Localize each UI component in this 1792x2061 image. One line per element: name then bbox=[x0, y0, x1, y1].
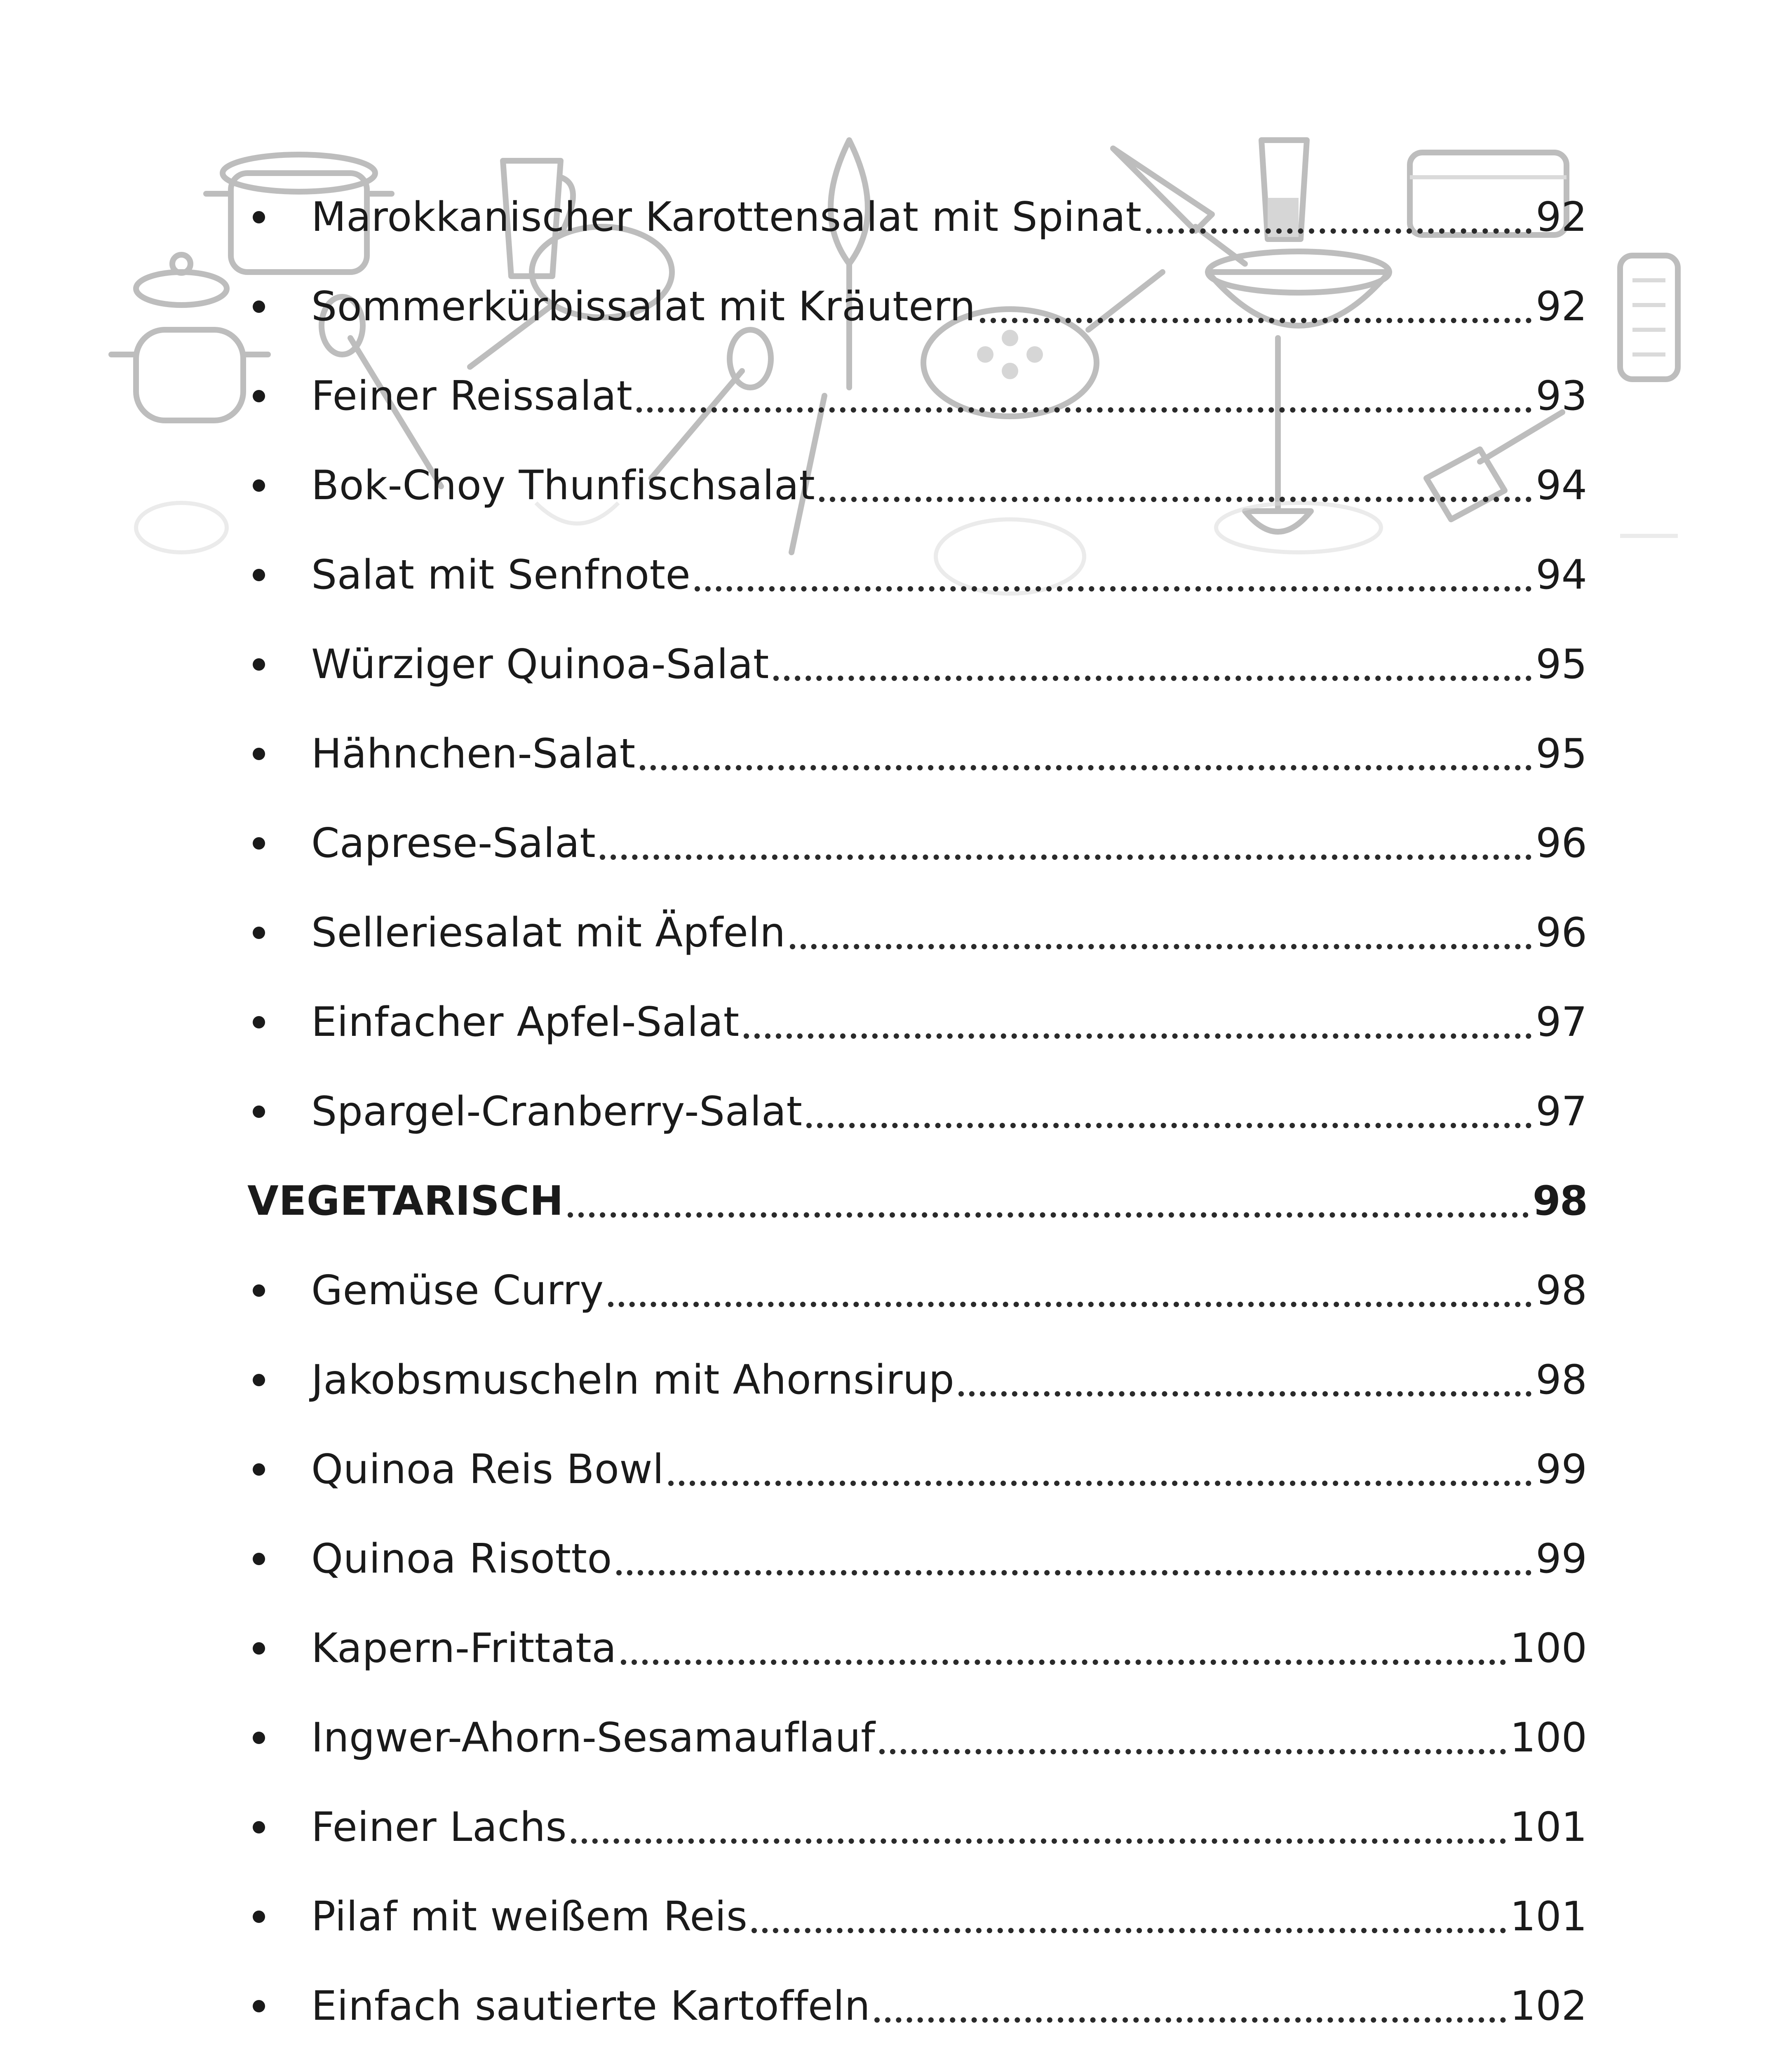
toc-entry-title: Bok-Choy Thunfischsalat bbox=[311, 462, 815, 509]
toc-entry-title: Pilaf mit weißem Reis bbox=[311, 1893, 748, 1940]
dot-leader bbox=[636, 407, 1531, 413]
toc-page-number: 98 bbox=[1536, 1267, 1587, 1314]
toc-entry[interactable] bbox=[247, 1961, 1587, 2051]
bullet-icon bbox=[253, 1821, 265, 1833]
toc-entry[interactable] bbox=[247, 441, 1587, 530]
bullet-icon bbox=[253, 1911, 265, 1923]
bullet-icon bbox=[253, 658, 265, 671]
toc-entry[interactable] bbox=[247, 1872, 1587, 1961]
toc-page-number: 97 bbox=[1536, 998, 1587, 1046]
dot-leader bbox=[744, 1033, 1532, 1039]
bullet-icon bbox=[253, 1374, 265, 1386]
bullet-icon bbox=[253, 1642, 265, 1655]
lidded-pot-icon bbox=[111, 255, 268, 420]
dot-leader bbox=[608, 1302, 1532, 1307]
bullet-icon bbox=[253, 2000, 265, 2012]
bullet-icon bbox=[253, 927, 265, 939]
dot-leader bbox=[752, 1928, 1505, 1933]
toc-entry-title: Einfach sautierte Kartoffeln bbox=[311, 1982, 871, 2030]
toc-page-number: 94 bbox=[1536, 551, 1587, 599]
toc-entry[interactable] bbox=[247, 1693, 1587, 1782]
dot-leader bbox=[1146, 228, 1532, 234]
toc-entry[interactable] bbox=[247, 1067, 1587, 1156]
dot-leader bbox=[621, 1660, 1506, 1665]
toc-entry-title: Hähnchen-Salat bbox=[311, 730, 636, 777]
toc-page-number: 100 bbox=[1510, 1624, 1587, 1672]
toc-page-number: 96 bbox=[1536, 819, 1587, 867]
toc-entry-title: Einfacher Apfel-Salat bbox=[311, 998, 740, 1046]
toc-entry-title: Quinoa Reis Bowl bbox=[311, 1446, 664, 1493]
toc-page-number: 93 bbox=[1536, 372, 1587, 420]
dot-leader bbox=[790, 944, 1532, 949]
toc-page-number: 99 bbox=[1536, 1535, 1587, 1582]
bullet-icon bbox=[253, 1284, 265, 1297]
toc-entry-title: Caprese-Salat bbox=[311, 819, 596, 867]
toc-entry-title: Feiner Lachs bbox=[311, 1803, 567, 1851]
toc-entry[interactable] bbox=[247, 1425, 1587, 1514]
toc-entry[interactable] bbox=[247, 351, 1587, 441]
toc-page-number: 101 bbox=[1510, 1803, 1587, 1851]
toc-entry-title: Spargel-Cranberry-Salat bbox=[311, 1088, 803, 1135]
table-of-contents bbox=[247, 172, 1587, 2061]
bullet-icon bbox=[253, 1106, 265, 1118]
bullet-icon bbox=[253, 1463, 265, 1476]
dot-leader bbox=[874, 2017, 1506, 2023]
toc-entry[interactable] bbox=[247, 1514, 1587, 1603]
bullet-icon bbox=[253, 300, 265, 313]
toc-entry-title: Würziger Quinoa-Salat bbox=[311, 641, 769, 688]
toc-page-number: 95 bbox=[1536, 641, 1587, 688]
dot-leader bbox=[568, 1212, 1528, 1218]
toc-page-number: 96 bbox=[1536, 909, 1587, 956]
toc-entry[interactable] bbox=[247, 888, 1587, 977]
toc-page-number: 92 bbox=[1536, 283, 1587, 330]
toc-page-number: 92 bbox=[1536, 193, 1587, 241]
toc-page-number: 100 bbox=[1510, 1714, 1587, 1761]
toc-entry-title: Gemüse Curry bbox=[311, 1267, 604, 1314]
dot-leader bbox=[640, 765, 1532, 770]
bullet-icon bbox=[253, 1016, 265, 1028]
dot-leader bbox=[695, 586, 1531, 592]
toc-entry-title: Quinoa Risotto bbox=[311, 1535, 612, 1582]
toc-entry-title: Kapern-Frittata bbox=[311, 1624, 617, 1672]
dot-leader bbox=[668, 1481, 1532, 1486]
toc-entry[interactable] bbox=[247, 2051, 1587, 2061]
toc-entry[interactable] bbox=[247, 530, 1587, 620]
toc-page-number: 97 bbox=[1536, 1088, 1587, 1135]
bullet-icon bbox=[253, 1553, 265, 1565]
toc-page-number: 95 bbox=[1536, 730, 1587, 777]
dot-leader bbox=[806, 1123, 1531, 1128]
bullet-icon bbox=[253, 748, 265, 760]
dot-leader bbox=[819, 497, 1531, 502]
bullet-icon bbox=[253, 569, 265, 581]
toc-entry-title: Marokkanischer Karottensalat mit Spinat bbox=[311, 193, 1142, 241]
toc-entry[interactable] bbox=[247, 709, 1587, 798]
toc-page-number: 102 bbox=[1510, 1982, 1587, 2030]
toc-page-number: 101 bbox=[1510, 1893, 1587, 1940]
bullet-icon bbox=[253, 390, 265, 402]
toc-entry[interactable] bbox=[247, 798, 1587, 888]
toc-entry-title: Salat mit Senfnote bbox=[311, 551, 691, 599]
toc-entry[interactable] bbox=[247, 1335, 1587, 1425]
toc-entry-title: Ingwer-Ahorn-Sesamauflauf bbox=[311, 1714, 876, 1761]
toc-entry-title: Sommerkürbissalat mit Kräutern bbox=[311, 283, 976, 330]
toc-section-heading[interactable] bbox=[247, 1156, 1587, 1246]
bullet-icon bbox=[253, 211, 265, 223]
toc-entry[interactable] bbox=[247, 977, 1587, 1067]
toc-entry[interactable] bbox=[247, 172, 1587, 262]
bullet-icon bbox=[253, 1732, 265, 1744]
dot-leader bbox=[958, 1391, 1531, 1397]
toc-entry-title: Jakobsmuscheln mit Ahornsirup bbox=[311, 1356, 955, 1404]
toc-page-number: 99 bbox=[1536, 1446, 1587, 1493]
dot-leader bbox=[980, 318, 1532, 323]
dot-leader bbox=[571, 1838, 1506, 1844]
toc-page-number: 98 bbox=[1536, 1356, 1587, 1404]
dot-leader bbox=[600, 854, 1531, 860]
toc-page-number: 98 bbox=[1532, 1177, 1587, 1225]
toc-page-number: 94 bbox=[1536, 462, 1587, 509]
bullet-icon bbox=[253, 837, 265, 850]
toc-entry[interactable] bbox=[247, 262, 1587, 351]
toc-entry-title: Selleriesalat mit Äpfeln bbox=[311, 909, 786, 956]
toc-entry[interactable] bbox=[247, 1246, 1587, 1335]
bullet-icon bbox=[253, 479, 265, 492]
grater-icon bbox=[1620, 256, 1678, 379]
toc-entry[interactable] bbox=[247, 620, 1587, 709]
dot-leader bbox=[616, 1570, 1531, 1575]
toc-entry[interactable] bbox=[247, 1782, 1587, 1872]
toc-entry-title: VEGETARISCH bbox=[247, 1177, 564, 1225]
toc-entry-title: Feiner Reissalat bbox=[311, 372, 633, 420]
dot-leader bbox=[879, 1749, 1506, 1754]
dot-leader bbox=[773, 676, 1531, 681]
toc-entry[interactable] bbox=[247, 1603, 1587, 1693]
